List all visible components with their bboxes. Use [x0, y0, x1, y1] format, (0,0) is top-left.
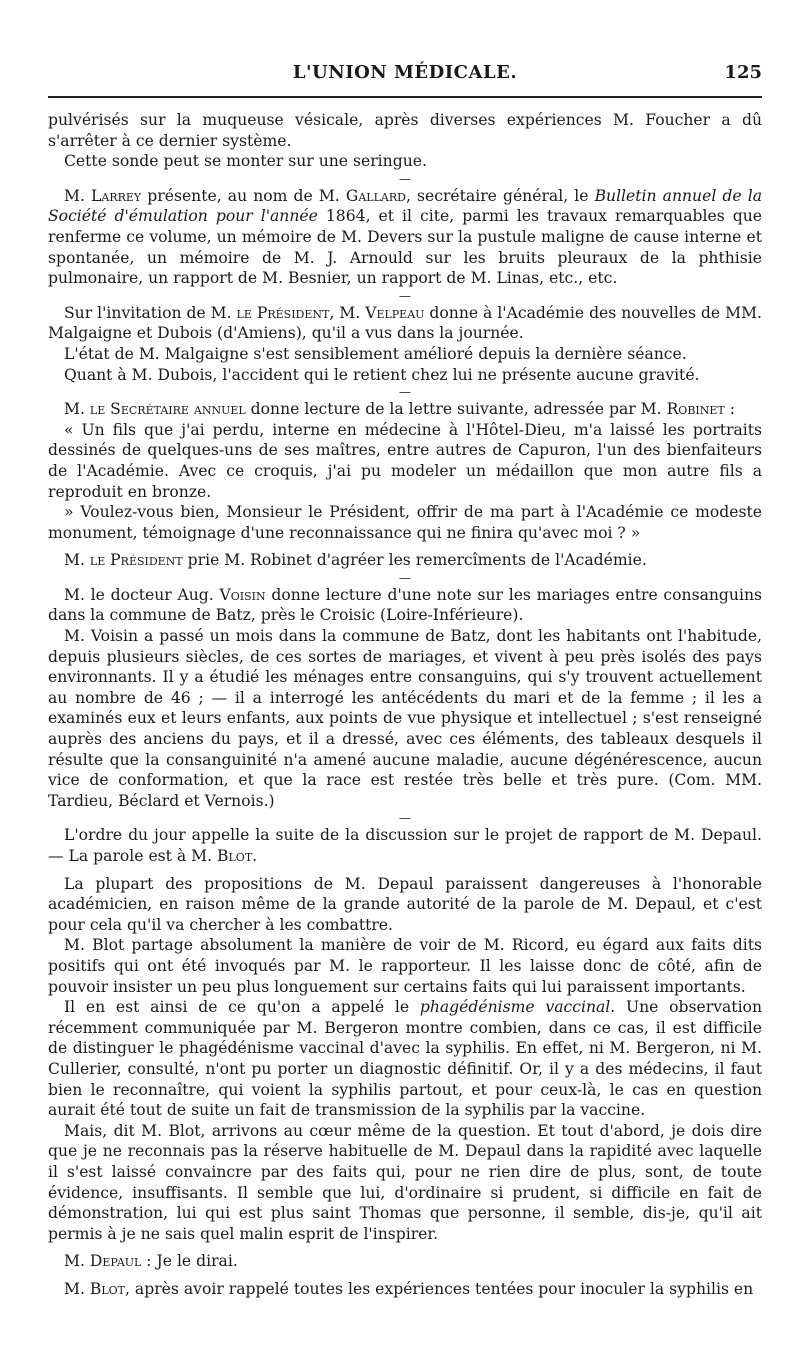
person-name: Larrey [91, 186, 142, 205]
section-separator: — [399, 288, 411, 303]
person-name: Blot [217, 847, 253, 865]
paragraph-12: M. Voisin a passé un mois dans la commune de Batz, dont les habitants ont l'habitude, depuis plusieurs siècles, de ces sortes de mariages, et vivent à peu près isolés des pays environnants. Il y a étudié les ménages entre consanguins, qui s'y trouvent actuellement au nombre de 46 ; — il a interrogé les antécédents du mari et de la femme ; il les a examinés eux et leurs enfants, aux points de vue physique et intellectuel ; s'est renseigné auprès des anciens du pays, et il a dressé, avec ces éléments, des tableaux desquels il résulte que la consanguinité n'a amené aucune maladie, aucune dégénérescence, aucun vice de conformation, et que la race est restée très belle et très pure. (Com. MM. Tardieu, Béclard et Vernois.) [48, 627, 762, 810]
page-number: 125 [724, 62, 762, 83]
section-separator: — [399, 385, 411, 400]
text-run: 1864, et il cite, parmi les travaux remarquables que renferme ce volume, un mémoire de M. Devers sur la pustule maligne de cause interne et spontanée, un mémoire de M. J. Arnould sur les bruits pleuraux de la phthisie pulmonaire, un rapport de M. Besnier, un rapport de M. Linas, etc., etc. [48, 207, 762, 288]
running-title: L'UNION MÉDICALE. [292, 62, 518, 83]
header-rule [48, 96, 762, 98]
paragraph-17: Mais, dit M. Blot, arrivons au cœur même de la question. Et tout d'abord, je dois dire que je ne reconnais pas la réserve habituelle de M. Depaul dans la rapidité avec laquelle il s'est laissé convaincre par des faits qui, pour ne rien dire de plus, sont, de toute évidence, insuffisants. Il semble que lui, d'ordinaire si prudent, si difficile en fait de démonstration, lui qui est plus saint Thomas que personne, il semble, dis-je, qu'il ait permis à je ne sais quel malin esprit de l'inspirer. [48, 1121, 762, 1243]
paragraph-13 [48, 825, 762, 866]
text-run: prie M. Robinet d'agréer les remercîments de l'Académie. [182, 551, 647, 570]
text-run: présente, au nom de M. [141, 186, 346, 205]
text-run: donne à l'Académie des nouvelles de MM. Malgaigne et Dubois (d'Amiens), qu'il a vus dans la journée. [48, 303, 763, 343]
paragraph-5: L'état de M. Malgaigne s'est sensiblement amélioré depuis la dernière séance. [64, 344, 687, 363]
text-run: donne lecture de la lettre suivante, adressée par M. [245, 400, 667, 419]
paragraph-1: pulvérisés sur la muqueuse vésicale, après diverses expériences M. Foucher a dû s'arrêter à ce dernier système. [48, 111, 762, 150]
text-run: , M. [329, 303, 366, 322]
person-name: Velpeau [365, 303, 425, 322]
person-title: le Secrétaire annuel [89, 400, 246, 419]
text-run: Il en est ainsi de ce qu'on a appelé le [64, 998, 420, 1017]
paragraph-9: » Voulez-vous bien, Monsieur le Président, offrir de ma part à l'Académie ce modeste monument, témoignage d'une reconnaissance qui ne finira qu'avec moi ? » [48, 503, 762, 542]
text-run: M. [64, 1279, 90, 1298]
paragraph-14: La plupart des propositions de M. Depaul paraissent dangereuses à l'honorable académicien, en raison même de la grande autorité de la parole de M. Depaul, et c'est pour cela qu'il va chercher à les combattre. [48, 874, 762, 934]
text-run: M. [64, 186, 92, 205]
person-name: Voisin [219, 585, 266, 604]
section-separator: — [399, 171, 411, 186]
person-title: le Président [89, 551, 183, 570]
paragraph-6: Quant à M. Dubois, l'accident qui le retient chez lui ne présente aucune gravité. [64, 365, 700, 384]
section-separator: — [399, 811, 411, 826]
text-run: : Je le dirai. [141, 1252, 238, 1271]
text-run: M. [64, 551, 90, 570]
person-name: Depaul [89, 1252, 142, 1271]
article-body [48, 110, 762, 1299]
text-run: . [252, 847, 258, 865]
person-title: le Président [236, 303, 330, 322]
paragraph-4 [48, 303, 762, 344]
text-run: , après avoir rappelé toutes les expériences tentées pour inoculer la syphilis en [125, 1279, 754, 1298]
text-run: L'ordre du jour appelle la suite de la discussion sur le projet de rapport de M. Depaul. — La parole est à M. [48, 826, 762, 865]
text-run: M. [64, 1252, 90, 1271]
paragraph-18 [48, 1251, 762, 1272]
paragraph-10 [48, 550, 762, 571]
emphasized-term: phagédénisme vaccinal. [419, 998, 616, 1017]
paragraph-7 [48, 399, 762, 420]
person-name: Robinet [666, 400, 725, 419]
text-run: donne lecture d'une note sur les mariages entre consanguins dans la commune de Batz, près le Croisic (Loire-Inférieure). [48, 585, 762, 625]
paragraph-16 [48, 997, 762, 1121]
text-run: Une observation récemment communiquée par M. Bergeron montre combien, dans ce cas, il est difficile de distinguer le phagédénisme vaccinal d'avec la syphilis. En effet, ni M. Bergeron, ni M. Cullerier, consulté, n'ont pu porter un diagnostic définitif. Or, il y a des médecins, il faut bien le reconnaître, qui voient la syphilis partout, et pour ceux-là, le cas en question aurait été tout de suite un fait de transmission de la syphilis par la vaccine. [48, 998, 762, 1120]
text-run: M. [64, 400, 90, 419]
page-header [48, 62, 762, 88]
paragraph-11 [48, 585, 762, 626]
paragraph-8: « Un fils que j'ai perdu, interne en médecine à l'Hôtel-Dieu, m'a laissé les portraits dessinés de quelques-uns de ses maîtres, entre autres de Capuron, l'un des bienfaiteurs de l'Académie. Avec ce croquis, j'ai pu modeler un médaillon que mon autre fils a reproduit en bronze. [48, 420, 762, 501]
person-name: Blot [89, 1279, 126, 1298]
publication-title: Bulletin annuel de la Société d'émulation pour l'année [48, 186, 762, 226]
text-run: : [724, 400, 735, 419]
text-run: M. le docteur Aug. [64, 585, 220, 604]
paragraph-19 [48, 1279, 762, 1300]
person-name: Gallard [345, 186, 406, 205]
section-separator: — [399, 570, 411, 585]
paragraph-15: M. Blot partage absolument la manière de voir de M. Ricord, eu égard aux faits dits positifs qui ont été invoqués par M. le rapporteur. Il les laisse donc de côté, afin de pouvoir insister un peu plus longuement sur certains faits qui lui paraissent importants. [48, 936, 762, 996]
paragraph-2: Cette sonde peut se monter sur une seringue. [64, 152, 427, 171]
paragraph-3 [48, 186, 762, 289]
text-run: Sur l'invitation de M. [64, 303, 237, 322]
text-run: , secrétaire général, le [405, 186, 595, 205]
